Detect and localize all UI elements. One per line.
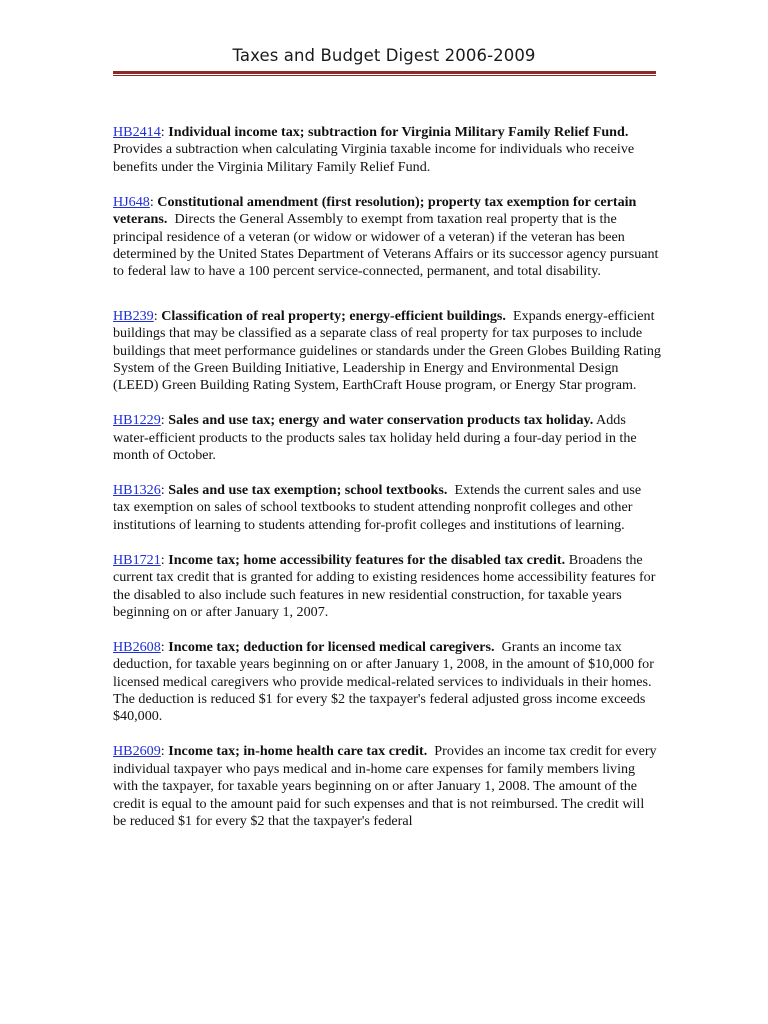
bill-description: Provides an income tax credit for every individual taxpayer who pays medical and in-home care expenses for family members living with the taxpayer, for taxable years beginning on or after January 1, 2008. The amount of the credit is equal to the amount paid for such expenses and that is not reimbursed. The credit will be reduced $1 for every $2 that the taxpayer's federal — [113, 743, 657, 829]
digest-body — [113, 124, 661, 848]
bill-description: Expands energy-efficient buildings that may be classified as a separate class of real property for tax purposes to include buildings that meet performance guidelines or standards under the Green Globes Building Rating System of the Green Building Initiative, Leadership in Energy and Environmental Design (LEED) Green Building Rating System, EarthCraft House program, or Energy Star program. — [113, 307, 661, 394]
bill-title: Individual income tax; subtraction for Virginia Military Family Relief Fund. — [168, 124, 629, 140]
bill-link[interactable]: HB2414 — [113, 124, 161, 140]
bill-title: Income tax; deduction for licensed medical caregivers. — [168, 638, 495, 655]
bill-link[interactable]: HB2608 — [113, 638, 161, 655]
bill-description: Adds water-efficient products to the products sales tax holiday held during a four-day period in the month of October. — [113, 412, 637, 464]
bill-title: Classification of real property; energy-efficient buildings. — [161, 307, 506, 324]
bill-title: Sales and use tax; energy and water conservation products tax holiday. — [168, 412, 594, 429]
bill-title: Sales and use tax exemption; school textbooks. — [168, 482, 448, 498]
bill-entry-hb1326: HB1326: Sales and use tax exemption; school textbooks. Extends the current sales and use tax exemption on sales of school textbooks to student attending nonprofit colleges and other institutions of learning to students attending for-profit colleges and institutions of learning. — [113, 482, 642, 533]
bill-link[interactable]: HB2609 — [113, 743, 161, 760]
title-rule-thick — [113, 71, 656, 74]
bill-title: Income tax; home accessibility features for the disabled tax credit. — [168, 551, 566, 568]
bill-description: Extends the current sales and use tax exemption on sales of school textbooks to student attending nonprofit colleges and other institutions of learning to students attending for-profit colleges and institutions of learning. — [113, 482, 642, 533]
bill-link[interactable]: HB1326 — [113, 482, 161, 498]
document-title: Taxes and Budget Digest 2006-2009 — [232, 46, 536, 65]
bill-title: Constitutional amendment (first resolution); property tax exemption for certain veterans. — [113, 193, 637, 228]
bill-link[interactable]: HB1229 — [113, 412, 161, 429]
bill-description: Broadens the current tax credit that is granted for adding to existing residences home accessibility features for the disabled to also include such features in new residential construction, for taxable years beginning on or after January 1, 2007. — [113, 551, 656, 620]
bill-entry-hb1229: HB1229: Sales and use tax; energy and water conservation products tax holiday. Adds water-efficient products to the products sales tax holiday held during a four-day period in the month of October. — [113, 412, 637, 464]
bill-entry-hb2608: HB2608: Income tax; deduction for licensed medical caregivers. Grants an income tax deduction, for taxable years beginning on or after January 1, 2008, in the amount of $10,000 for licensed medical caregivers who provide medical-related services to individuals in their homes. The deduction is reduced $1 for every $2 the taxpayer's federal adjusted gross income exceeds $40,000. — [113, 638, 654, 725]
bill-title: Income tax; in-home health care tax credit. — [168, 743, 428, 760]
bill-description: Grants an income tax deduction, for taxable years beginning on or after January 1, 2008, in the amount of $10,000 for licensed medical caregivers who provide medical-related services to individuals in their homes. The deduction is reduced $1 for every $2 the taxpayer's federal adjusted gross income exceeds $40,000. — [113, 638, 654, 725]
bill-link[interactable]: HB1721 — [113, 551, 161, 568]
bill-link[interactable]: HB239 — [113, 307, 154, 324]
bill-link[interactable]: HJ648 — [113, 193, 150, 210]
bill-entry-hj648: HJ648: Constitutional amendment (first resolution); property tax exemption for certain veterans. Directs the General Assembly to exempt from taxation real property that is the principal residence of a veteran (or widow or widower of a veteran) if the veteran has been determined by the United States Department of Veterans Affairs or its successor agency pursuant to federal law to have a 100 percent service-connected, permanent, and total disability. — [113, 193, 659, 280]
bill-entry-hb239: HB239: Classification of real property; energy-efficient buildings. Expands energy-efficient buildings that may be classified as a separate class of real property for tax purposes to include buildings that meet performance guidelines or standards under the Green Globes Building Rating System of the Green Building Initiative, Leadership in Energy and Environmental Design (LEED) Green Building Rating System, EarthCraft House program, or Energy Star program. — [113, 307, 661, 394]
title-rule-thin — [113, 75, 656, 76]
bill-entry-hb1721: HB1721: Income tax; home accessibility features for the disabled tax credit. Broadens the current tax credit that is granted for adding to existing residences home accessibility features for the disabled to also include such features in new residential construction, for taxable years beginning on or after January 1, 2007. — [113, 551, 656, 620]
bill-entry-hb2414: HB2414: Individual income tax; subtraction for Virginia Military Family Relief Fund. Provides a subtraction when calculating Virginia taxable income for individuals who receive benefits under the Virginia Military Family Relief Fund. — [113, 124, 635, 175]
bill-description: Directs the General Assembly to exempt from taxation real property that is the principal residence of a veteran (or widow or widower of a veteran) if the veteran has been determined by the United States Department of Veterans Affairs or its successor agency pursuant to federal law to have a 100 percent service-connected, permanent, and total disability. — [113, 211, 659, 280]
bill-entry-hb2609: HB2609: Income tax; in-home health care tax credit. Provides an income tax credit for every individual taxpayer who pays medical and in-home care expenses for family members living with the taxpayer, for taxable years beginning on or after January 1, 2008. The amount of the credit is equal to the amount paid for such expenses and that is not reimbursed. The credit will be reduced $1 for every $2 that the taxpayer's federal — [113, 743, 657, 829]
bill-description: Provides a subtraction when calculating Virginia taxable income for individuals who receive benefits under the Virginia Military Family Relief Fund. — [113, 141, 635, 175]
